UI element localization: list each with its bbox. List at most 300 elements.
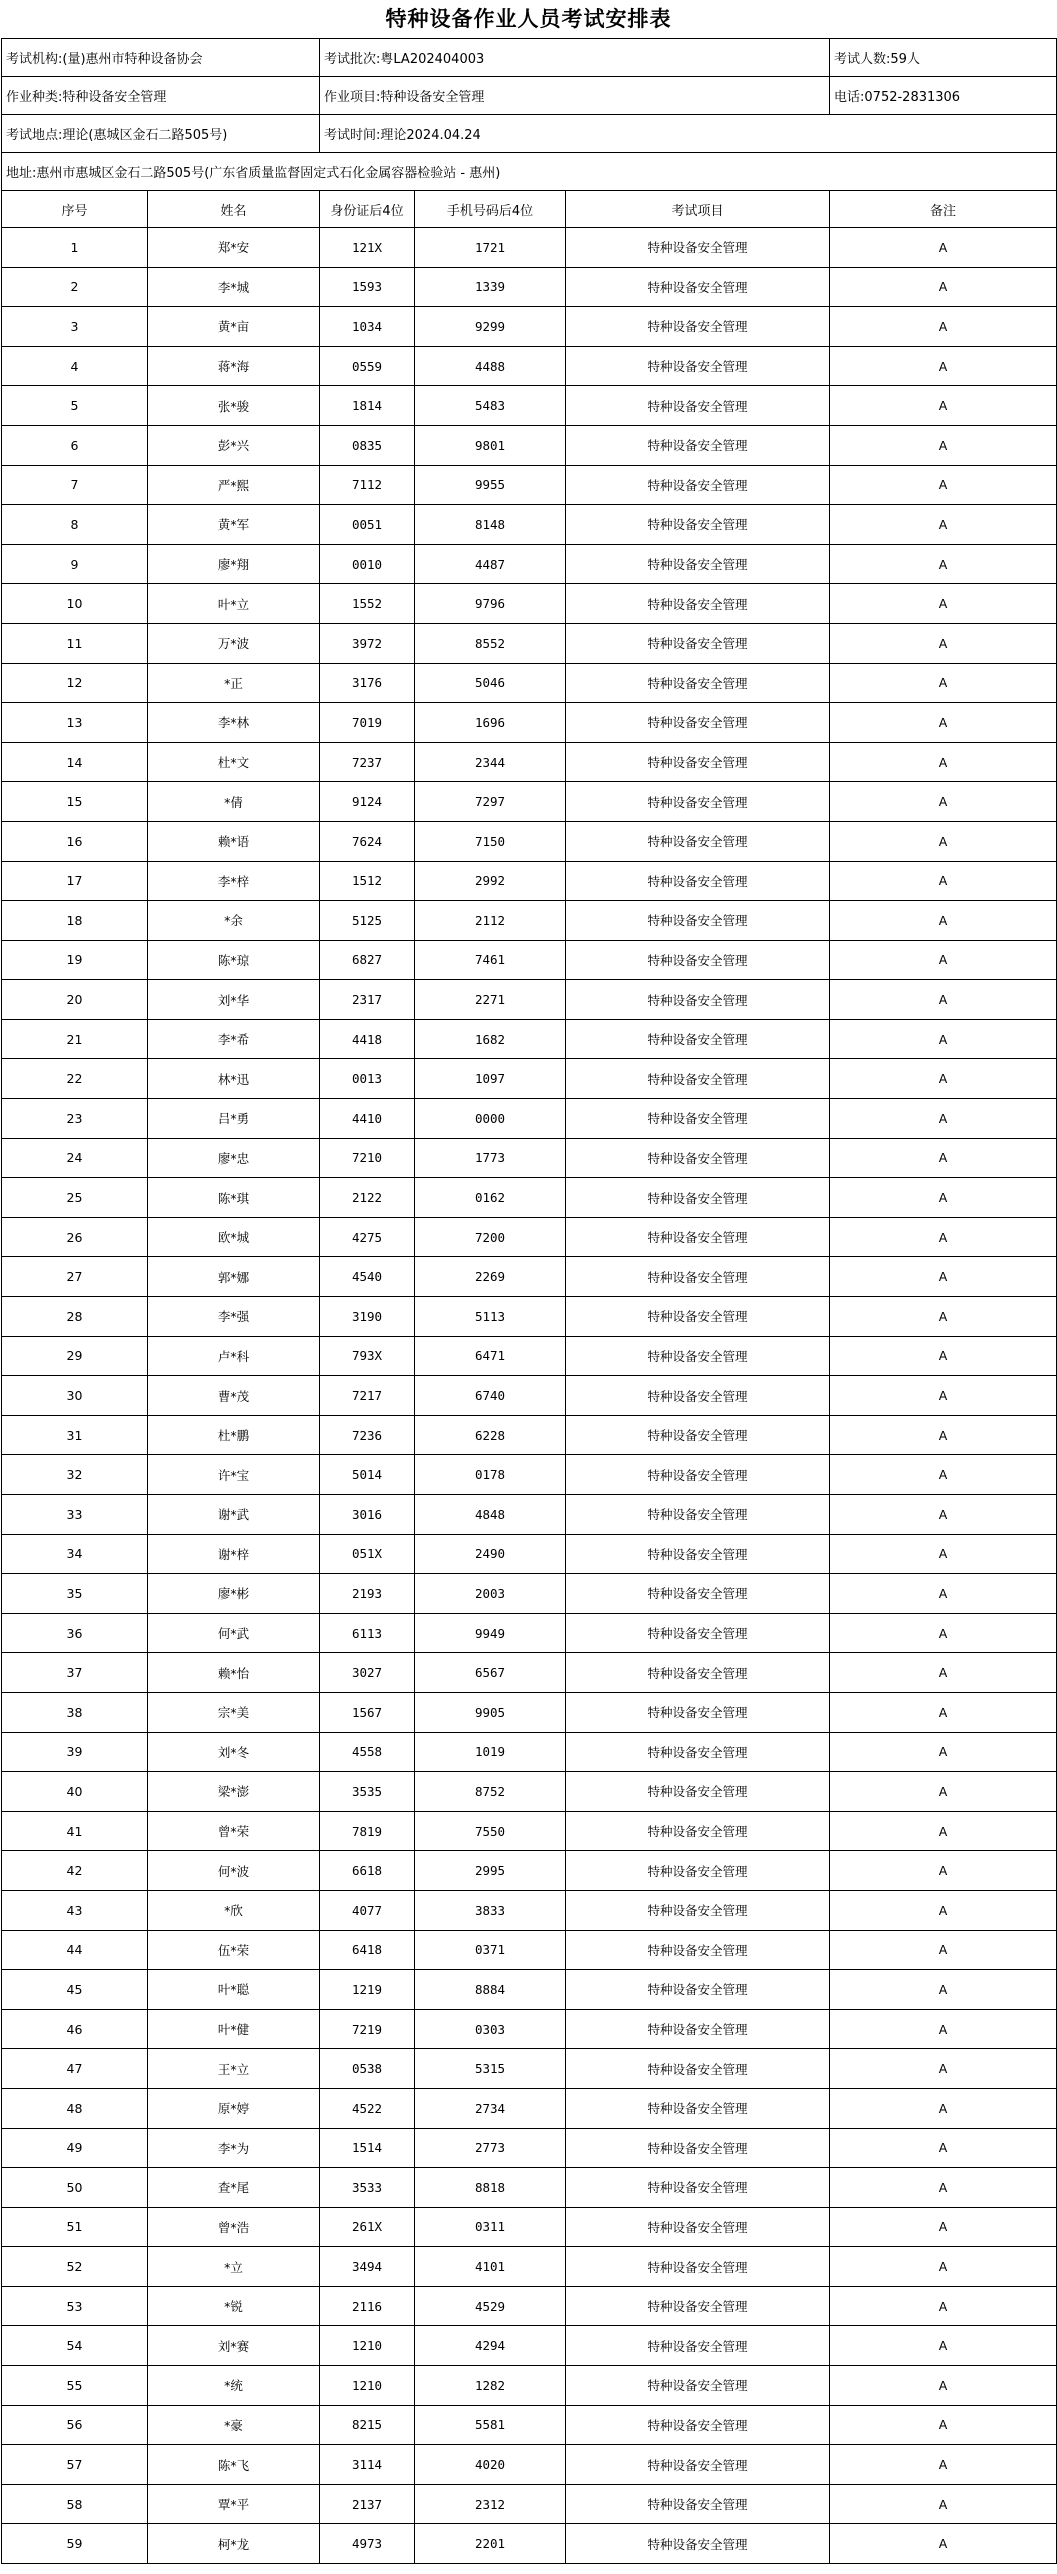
cell-subject: 特种设备安全管理 — [566, 1811, 830, 1851]
table-row — [2, 2128, 1057, 2168]
table-row — [2, 228, 1057, 268]
cell-name: 卢*科 — [148, 1336, 320, 1376]
cell-subject: 特种设备安全管理 — [566, 2168, 830, 2208]
cell-phone-last4: 1019 — [415, 1732, 566, 1772]
cell-id-last4: 1567 — [320, 1692, 415, 1732]
cell-index: 29 — [2, 1336, 148, 1376]
cell-index: 12 — [2, 663, 148, 703]
cell-name: 原*婷 — [148, 2088, 320, 2128]
cell-id-last4: 1512 — [320, 861, 415, 901]
cell-remark: A — [830, 307, 1057, 347]
cell-phone-last4: 4294 — [415, 2326, 566, 2366]
cell-remark: A — [830, 2088, 1057, 2128]
cell-remark: A — [830, 505, 1057, 545]
cell-id-last4: 0538 — [320, 2049, 415, 2089]
cell-id-last4: 4558 — [320, 1732, 415, 1772]
cell-phone-last4: 8818 — [415, 2168, 566, 2208]
cell-id-last4: 4077 — [320, 1890, 415, 1930]
cell-index: 10 — [2, 584, 148, 624]
cell-subject: 特种设备安全管理 — [566, 307, 830, 347]
cell-subject: 特种设备安全管理 — [566, 1692, 830, 1732]
location-cell: 考试地点:理论(惠城区金石二路505号) — [2, 115, 320, 153]
column-header-id: 身份证后4位 — [320, 191, 415, 228]
cell-index: 30 — [2, 1376, 148, 1416]
cell-name: 曾*浩 — [148, 2207, 320, 2247]
cell-phone-last4: 4529 — [415, 2286, 566, 2326]
cell-index: 50 — [2, 2168, 148, 2208]
table-row — [2, 2168, 1057, 2208]
cell-index: 49 — [2, 2128, 148, 2168]
cell-index: 35 — [2, 1574, 148, 1614]
table-row — [2, 2445, 1057, 2485]
cell-remark: A — [830, 2247, 1057, 2287]
table-row — [2, 2366, 1057, 2406]
cell-subject: 特种设备安全管理 — [566, 1059, 830, 1099]
cell-index: 38 — [2, 1692, 148, 1732]
cell-remark: A — [830, 1890, 1057, 1930]
cell-subject: 特种设备安全管理 — [566, 1415, 830, 1455]
table-row — [2, 1336, 1057, 1376]
table-row — [2, 821, 1057, 861]
cell-subject: 特种设备安全管理 — [566, 1930, 830, 1970]
cell-subject: 特种设备安全管理 — [566, 2366, 830, 2406]
cell-remark: A — [830, 1574, 1057, 1614]
cell-name: 陈*飞 — [148, 2445, 320, 2485]
cell-phone-last4: 6228 — [415, 1415, 566, 1455]
cell-subject: 特种设备安全管理 — [566, 386, 830, 426]
table-row — [2, 623, 1057, 663]
cell-remark: A — [830, 1376, 1057, 1416]
cell-subject: 特种设备安全管理 — [566, 228, 830, 268]
cell-remark: A — [830, 1851, 1057, 1891]
cell-subject: 特种设备安全管理 — [566, 1574, 830, 1614]
table-row — [2, 1217, 1057, 1257]
cell-subject: 特种设备安全管理 — [566, 267, 830, 307]
batch-cell: 考试批次:粤LA202404003 — [320, 39, 830, 77]
cell-index: 21 — [2, 1019, 148, 1059]
table-row — [2, 1613, 1057, 1653]
header-row-3 — [2, 115, 1057, 153]
cell-subject: 特种设备安全管理 — [566, 584, 830, 624]
cell-remark: A — [830, 1732, 1057, 1772]
table-row — [2, 346, 1057, 386]
cell-remark: A — [830, 228, 1057, 268]
cell-index: 8 — [2, 505, 148, 545]
cell-name: 黄*军 — [148, 505, 320, 545]
cell-remark: A — [830, 663, 1057, 703]
cell-id-last4: 1514 — [320, 2128, 415, 2168]
cell-subject: 特种设备安全管理 — [566, 861, 830, 901]
cell-index: 31 — [2, 1415, 148, 1455]
cell-phone-last4: 4488 — [415, 346, 566, 386]
cell-index: 55 — [2, 2366, 148, 2406]
cell-subject: 特种设备安全管理 — [566, 1772, 830, 1812]
table-row — [2, 1138, 1057, 1178]
cell-index: 51 — [2, 2207, 148, 2247]
cell-phone-last4: 2490 — [415, 1534, 566, 1574]
table-row — [2, 2088, 1057, 2128]
cell-subject: 特种设备安全管理 — [566, 1495, 830, 1535]
cell-subject: 特种设备安全管理 — [566, 2484, 830, 2524]
cell-remark: A — [830, 465, 1057, 505]
cell-name: 黄*亩 — [148, 307, 320, 347]
cell-phone-last4: 5315 — [415, 2049, 566, 2089]
cell-subject: 特种设备安全管理 — [566, 2405, 830, 2445]
cell-name: 叶*健 — [148, 2009, 320, 2049]
cell-id-last4: 3027 — [320, 1653, 415, 1693]
cell-index: 37 — [2, 1653, 148, 1693]
cell-index: 45 — [2, 1970, 148, 2010]
cell-subject: 特种设备安全管理 — [566, 742, 830, 782]
cell-name: 覃*平 — [148, 2484, 320, 2524]
cell-subject: 特种设备安全管理 — [566, 544, 830, 584]
cell-id-last4: 2317 — [320, 980, 415, 1020]
cell-name: 谢*武 — [148, 1495, 320, 1535]
cell-remark: A — [830, 1495, 1057, 1535]
cell-remark: A — [830, 2326, 1057, 2366]
cell-subject: 特种设备安全管理 — [566, 465, 830, 505]
cell-remark: A — [830, 544, 1057, 584]
cell-subject: 特种设备安全管理 — [566, 2207, 830, 2247]
cell-name: *倩 — [148, 782, 320, 822]
cell-phone-last4: 5581 — [415, 2405, 566, 2445]
cell-index: 54 — [2, 2326, 148, 2366]
cell-name: 陈*琼 — [148, 940, 320, 980]
cell-remark: A — [830, 2445, 1057, 2485]
cell-phone-last4: 8552 — [415, 623, 566, 663]
cell-subject: 特种设备安全管理 — [566, 1336, 830, 1376]
table-row — [2, 1930, 1057, 1970]
cell-name: 欧*城 — [148, 1217, 320, 1257]
cell-phone-last4: 1773 — [415, 1138, 566, 1178]
cell-remark: A — [830, 861, 1057, 901]
cell-name: *正 — [148, 663, 320, 703]
cell-phone-last4: 9796 — [415, 584, 566, 624]
table-row — [2, 465, 1057, 505]
table-row — [2, 2247, 1057, 2287]
time-cell: 考试时间:理论2024.04.24 — [320, 115, 1057, 153]
cell-phone-last4: 4101 — [415, 2247, 566, 2287]
cell-name: 张*骏 — [148, 386, 320, 426]
header-row-2 — [2, 77, 1057, 115]
table-row — [2, 2326, 1057, 2366]
cell-phone-last4: 1097 — [415, 1059, 566, 1099]
cell-name: 赖*怡 — [148, 1653, 320, 1693]
table-row — [2, 1495, 1057, 1535]
cell-index: 16 — [2, 821, 148, 861]
cell-name: 吕*勇 — [148, 1099, 320, 1139]
cell-index: 25 — [2, 1178, 148, 1218]
table-row — [2, 1534, 1057, 1574]
cell-id-last4: 9124 — [320, 782, 415, 822]
cell-name: 伍*荣 — [148, 1930, 320, 1970]
cell-phone-last4: 6740 — [415, 1376, 566, 1416]
cell-phone-last4: 2271 — [415, 980, 566, 1020]
cell-index: 18 — [2, 901, 148, 941]
cell-remark: A — [830, 1455, 1057, 1495]
cell-phone-last4: 8148 — [415, 505, 566, 545]
cell-remark: A — [830, 2524, 1057, 2564]
cell-subject: 特种设备安全管理 — [566, 623, 830, 663]
cell-name: 李*林 — [148, 703, 320, 743]
cell-phone-last4: 4020 — [415, 2445, 566, 2485]
table-row — [2, 2484, 1057, 2524]
cell-phone-last4: 1339 — [415, 267, 566, 307]
cell-phone-last4: 0000 — [415, 1099, 566, 1139]
cell-remark: A — [830, 1613, 1057, 1653]
cell-index: 26 — [2, 1217, 148, 1257]
cell-name: 刘*华 — [148, 980, 320, 1020]
cell-id-last4: 5125 — [320, 901, 415, 941]
cell-id-last4: 3190 — [320, 1297, 415, 1337]
document-title: 特种设备作业人员考试安排表 — [385, 6, 672, 31]
cell-phone-last4: 2734 — [415, 2088, 566, 2128]
cell-name: 蒋*海 — [148, 346, 320, 386]
cell-id-last4: 4275 — [320, 1217, 415, 1257]
cell-subject: 特种设备安全管理 — [566, 1257, 830, 1297]
cell-name: 万*波 — [148, 623, 320, 663]
table-row — [2, 425, 1057, 465]
cell-phone-last4: 2112 — [415, 901, 566, 941]
cell-subject: 特种设备安全管理 — [566, 2049, 830, 2089]
cell-id-last4: 1552 — [320, 584, 415, 624]
table-row — [2, 505, 1057, 545]
table-row — [2, 1653, 1057, 1693]
cell-remark: A — [830, 2366, 1057, 2406]
cell-remark: A — [830, 1297, 1057, 1337]
cell-phone-last4: 0162 — [415, 1178, 566, 1218]
cell-phone-last4: 4848 — [415, 1495, 566, 1535]
cell-phone-last4: 8752 — [415, 1772, 566, 1812]
cell-index: 22 — [2, 1059, 148, 1099]
cell-remark: A — [830, 1099, 1057, 1139]
cell-subject: 特种设备安全管理 — [566, 2326, 830, 2366]
cell-phone-last4: 2269 — [415, 1257, 566, 1297]
cell-remark: A — [830, 1019, 1057, 1059]
cell-index: 43 — [2, 1890, 148, 1930]
table-row — [2, 2009, 1057, 2049]
table-row — [2, 267, 1057, 307]
cell-subject: 特种设备安全管理 — [566, 2247, 830, 2287]
cell-id-last4: 4410 — [320, 1099, 415, 1139]
cell-id-last4: 2137 — [320, 2484, 415, 2524]
cell-id-last4: 8215 — [320, 2405, 415, 2445]
cell-phone-last4: 7200 — [415, 1217, 566, 1257]
column-header-name: 姓名 — [148, 191, 320, 228]
cell-subject: 特种设备安全管理 — [566, 1653, 830, 1693]
cell-name: 谢*梓 — [148, 1534, 320, 1574]
cell-name: 杜*鹏 — [148, 1415, 320, 1455]
cell-id-last4: 6827 — [320, 940, 415, 980]
cell-name: *锐 — [148, 2286, 320, 2326]
cell-id-last4: 3114 — [320, 2445, 415, 2485]
cell-name: 廖*翔 — [148, 544, 320, 584]
cell-subject: 特种设备安全管理 — [566, 1732, 830, 1772]
column-header-row — [2, 191, 1057, 228]
cell-remark: A — [830, 1930, 1057, 1970]
cell-phone-last4: 8884 — [415, 1970, 566, 2010]
table-row — [2, 2049, 1057, 2089]
cell-id-last4: 0013 — [320, 1059, 415, 1099]
cell-remark: A — [830, 425, 1057, 465]
cell-subject: 特种设备安全管理 — [566, 425, 830, 465]
cell-id-last4: 4540 — [320, 1257, 415, 1297]
cell-id-last4: 7210 — [320, 1138, 415, 1178]
cell-name: 刘*赛 — [148, 2326, 320, 2366]
cell-phone-last4: 0371 — [415, 1930, 566, 1970]
cell-phone-last4: 2773 — [415, 2128, 566, 2168]
table-row — [2, 584, 1057, 624]
cell-subject: 特种设备安全管理 — [566, 1178, 830, 1218]
address-cell: 地址:惠州市惠城区金石二路505号(广东省质量监督固定式石化金属容器检验站 - 惠州) — [2, 153, 1057, 191]
cell-remark: A — [830, 2405, 1057, 2445]
cell-index: 52 — [2, 2247, 148, 2287]
cell-id-last4: 7217 — [320, 1376, 415, 1416]
cell-subject: 特种设备安全管理 — [566, 1217, 830, 1257]
cell-phone-last4: 0178 — [415, 1455, 566, 1495]
cell-id-last4: 261X — [320, 2207, 415, 2247]
cell-phone-last4: 7550 — [415, 1811, 566, 1851]
cell-index: 33 — [2, 1495, 148, 1535]
project-cell: 作业项目:特种设备安全管理 — [320, 77, 830, 115]
cell-id-last4: 7019 — [320, 703, 415, 743]
table-row — [2, 544, 1057, 584]
table-row — [2, 1099, 1057, 1139]
cell-index: 36 — [2, 1613, 148, 1653]
cell-subject: 特种设备安全管理 — [566, 346, 830, 386]
cell-remark: A — [830, 1534, 1057, 1574]
cell-name: 王*立 — [148, 2049, 320, 2089]
cell-index: 17 — [2, 861, 148, 901]
table-row — [2, 1178, 1057, 1218]
table-row — [2, 1811, 1057, 1851]
cell-subject: 特种设备安全管理 — [566, 703, 830, 743]
table-row — [2, 1970, 1057, 2010]
cell-name: 李*希 — [148, 1019, 320, 1059]
cell-remark: A — [830, 703, 1057, 743]
table-row — [2, 1415, 1057, 1455]
cell-id-last4: 1210 — [320, 2366, 415, 2406]
cell-phone-last4: 1682 — [415, 1019, 566, 1059]
cell-phone-last4: 9299 — [415, 307, 566, 347]
cell-id-last4: 3972 — [320, 623, 415, 663]
cell-remark: A — [830, 623, 1057, 663]
cell-remark: A — [830, 1059, 1057, 1099]
cell-id-last4: 3016 — [320, 1495, 415, 1535]
table-row — [2, 980, 1057, 1020]
cell-subject: 特种设备安全管理 — [566, 505, 830, 545]
cell-index: 6 — [2, 425, 148, 465]
cell-phone-last4: 2344 — [415, 742, 566, 782]
cell-index: 59 — [2, 2524, 148, 2564]
cell-remark: A — [830, 2009, 1057, 2049]
cell-phone-last4: 2992 — [415, 861, 566, 901]
schedule-table — [1, 38, 1057, 2564]
cell-phone-last4: 5046 — [415, 663, 566, 703]
cell-name: 严*熙 — [148, 465, 320, 505]
table-row — [2, 1297, 1057, 1337]
cell-phone-last4: 6471 — [415, 1336, 566, 1376]
cell-subject: 特种设备安全管理 — [566, 2128, 830, 2168]
cell-remark: A — [830, 1970, 1057, 2010]
category-cell: 作业种类:特种设备安全管理 — [2, 77, 320, 115]
institution-cell: 考试机构:(量)惠州市特种设备协会 — [2, 39, 320, 77]
cell-phone-last4: 9801 — [415, 425, 566, 465]
cell-name: 李*强 — [148, 1297, 320, 1337]
cell-phone-last4: 1696 — [415, 703, 566, 743]
cell-remark: A — [830, 267, 1057, 307]
cell-name: 廖*忠 — [148, 1138, 320, 1178]
cell-id-last4: 7219 — [320, 2009, 415, 2049]
cell-name: 陈*琪 — [148, 1178, 320, 1218]
cell-id-last4: 121X — [320, 228, 415, 268]
cell-subject: 特种设备安全管理 — [566, 1138, 830, 1178]
table-row — [2, 742, 1057, 782]
cell-name: 赖*语 — [148, 821, 320, 861]
cell-subject: 特种设备安全管理 — [566, 1851, 830, 1891]
cell-phone-last4: 9955 — [415, 465, 566, 505]
cell-name: *豪 — [148, 2405, 320, 2445]
cell-index: 42 — [2, 1851, 148, 1891]
cell-remark: A — [830, 940, 1057, 980]
cell-id-last4: 051X — [320, 1534, 415, 1574]
cell-index: 5 — [2, 386, 148, 426]
cell-subject: 特种设备安全管理 — [566, 663, 830, 703]
cell-name: 叶*聪 — [148, 1970, 320, 2010]
cell-index: 58 — [2, 2484, 148, 2524]
cell-phone-last4: 1721 — [415, 228, 566, 268]
cell-id-last4: 1210 — [320, 2326, 415, 2366]
cell-name: *余 — [148, 901, 320, 941]
cell-remark: A — [830, 386, 1057, 426]
cell-id-last4: 3533 — [320, 2168, 415, 2208]
table-row — [2, 2286, 1057, 2326]
cell-index: 32 — [2, 1455, 148, 1495]
cell-index: 27 — [2, 1257, 148, 1297]
cell-id-last4: 4522 — [320, 2088, 415, 2128]
cell-phone-last4: 9949 — [415, 1613, 566, 1653]
cell-phone-last4: 0311 — [415, 2207, 566, 2247]
cell-name: 何*武 — [148, 1613, 320, 1653]
cell-name: 彭*兴 — [148, 425, 320, 465]
cell-phone-last4: 7150 — [415, 821, 566, 861]
cell-name: 曹*茂 — [148, 1376, 320, 1416]
cell-id-last4: 0010 — [320, 544, 415, 584]
cell-phone-last4: 7461 — [415, 940, 566, 980]
table-row — [2, 2207, 1057, 2247]
cell-remark: A — [830, 821, 1057, 861]
cell-id-last4: 1219 — [320, 1970, 415, 2010]
cell-phone-last4: 3833 — [415, 1890, 566, 1930]
cell-subject: 特种设备安全管理 — [566, 940, 830, 980]
cell-subject: 特种设备安全管理 — [566, 1099, 830, 1139]
header-row-4 — [2, 153, 1057, 191]
cell-phone-last4: 2312 — [415, 2484, 566, 2524]
cell-index: 48 — [2, 2088, 148, 2128]
cell-index: 23 — [2, 1099, 148, 1139]
cell-subject: 特种设备安全管理 — [566, 1534, 830, 1574]
cell-remark: A — [830, 2128, 1057, 2168]
cell-remark: A — [830, 2049, 1057, 2089]
cell-name: 宗*美 — [148, 1692, 320, 1732]
cell-subject: 特种设备安全管理 — [566, 821, 830, 861]
cell-name: 叶*立 — [148, 584, 320, 624]
cell-index: 44 — [2, 1930, 148, 1970]
cell-name: 柯*龙 — [148, 2524, 320, 2564]
cell-subject: 特种设备安全管理 — [566, 2286, 830, 2326]
cell-id-last4: 1593 — [320, 267, 415, 307]
cell-index: 57 — [2, 2445, 148, 2485]
